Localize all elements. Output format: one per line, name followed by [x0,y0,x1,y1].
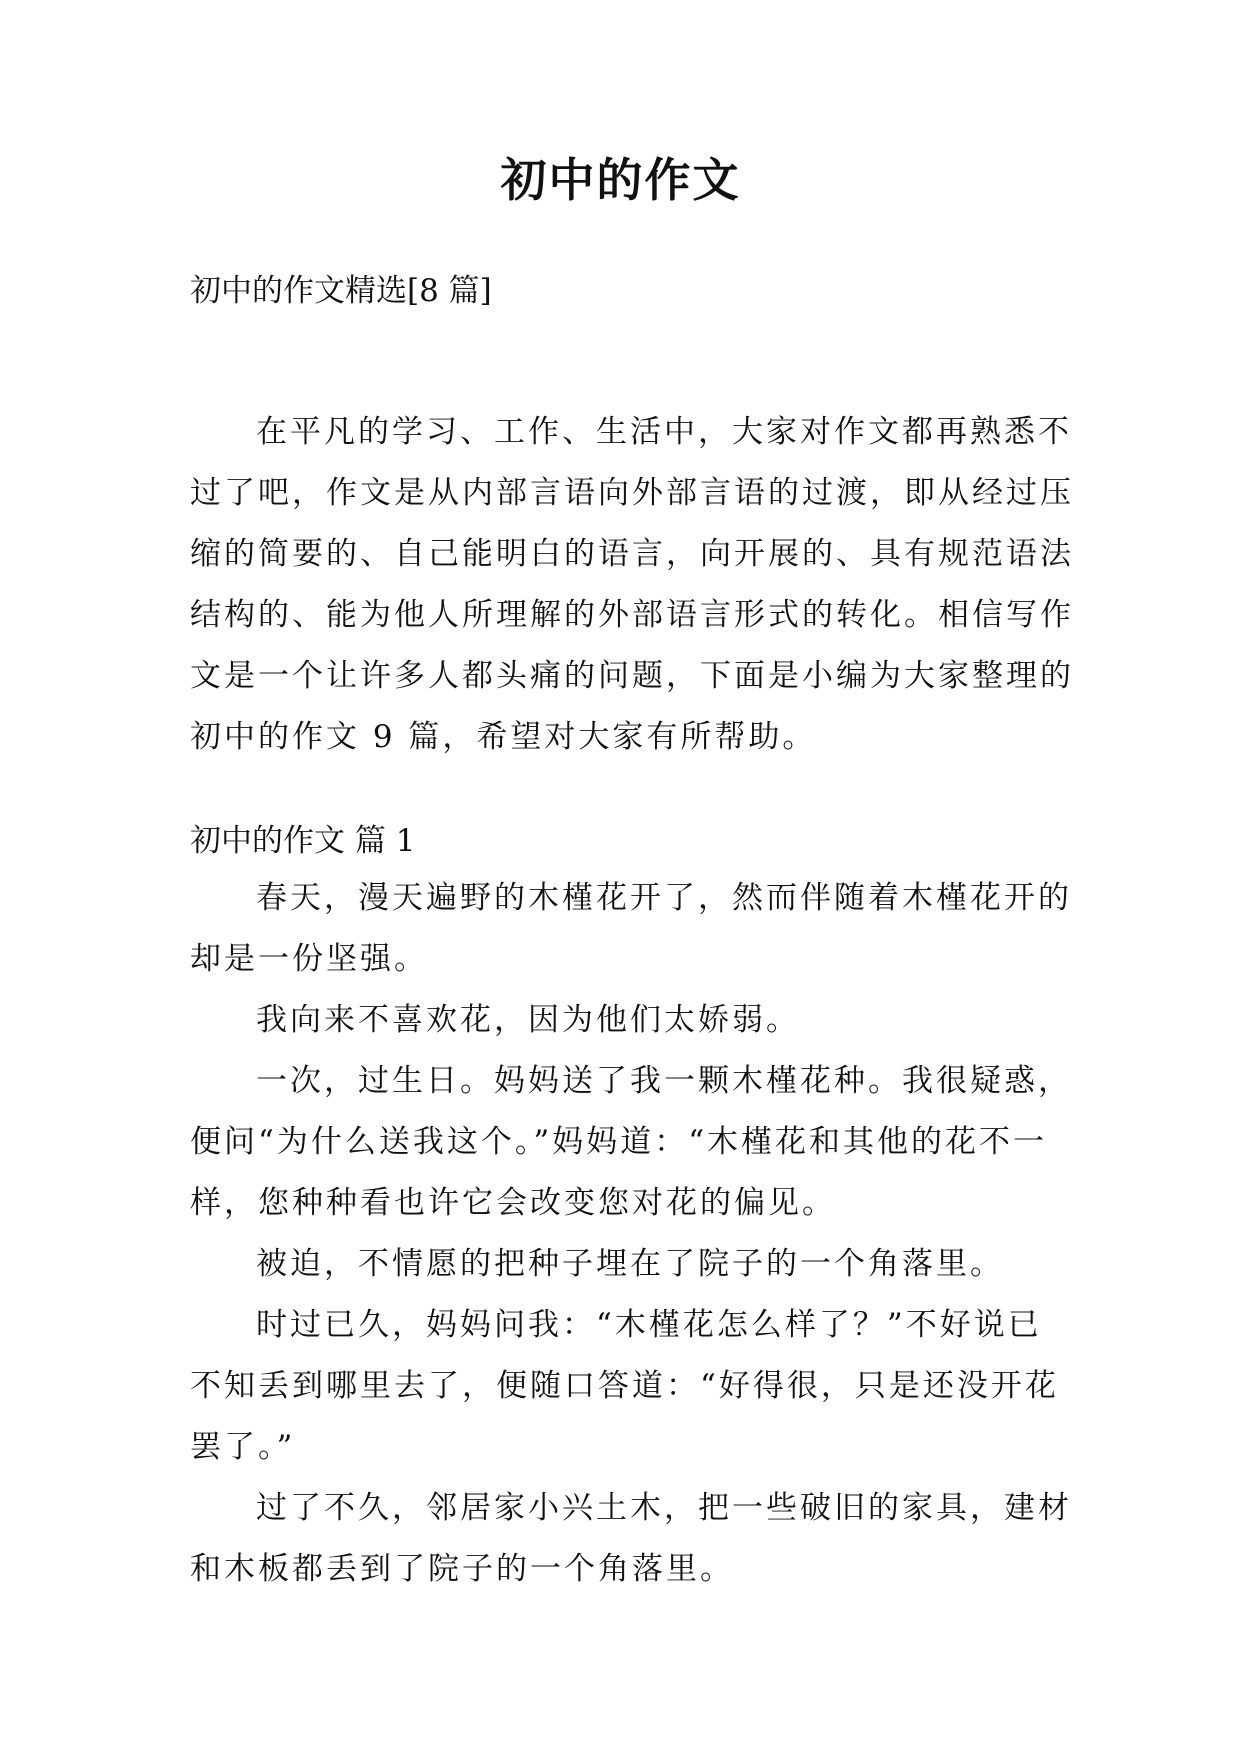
body-line: 我向来不喜欢花，因为他们太娇弱。 [256,1002,800,1038]
intro-line: 在平凡的学习、工作、生活中，大家对作文都再熟悉不 [256,414,1072,450]
document-subtitle: 初中的作文精选[8 篇] [190,273,492,309]
intro-paragraph [190,402,1074,768]
body-line: 一次，过生日。妈妈送了我一颗木槿花种。我很疑惑， [256,1063,1072,1099]
body-line: 却是一份坚强。 [190,941,428,977]
intro-line: 过了吧，作文是从内部言语向外部言语的过渡，即从经过压 [190,475,1074,511]
body-line: 和木板都丢到了院子的一个角落里。 [190,1551,734,1587]
body-line: 被迫，不情愿的把种子埋在了院子的一个角落里。 [256,1246,1004,1282]
body-line: 罢了。” [190,1429,296,1465]
intro-line: 缩的简要的、自己能明白的语言，向开展的、具有规范语法 [190,536,1074,572]
section-heading: 初中的作文 篇 1 [190,823,416,859]
essay-body [190,868,1072,1600]
body-line: 便问“为什么送我这个。”妈妈道：“木槿花和其他的花不一 [190,1124,1048,1160]
body-line: 春天，漫天遍野的木槿花开了，然而伴随着木槿花开的 [256,880,1072,916]
body-line: 不知丢到哪里去了，便随口答道：“好得很，只是还没开花 [190,1368,1059,1404]
body-line: 过了不久，邻居家小兴土木，把一些破旧的家具，建材 [256,1490,1072,1526]
document-title: 初中的作文 [500,153,741,207]
intro-line: 文是一个让许多人都头痛的问题，下面是小编为大家整理的 [190,658,1074,694]
intro-line: 结构的、能为他人所理解的外部语言形式的转化。相信写作 [190,597,1074,633]
body-line: 时过已久，妈妈问我：“木槿花怎么样了？”不好说已 [256,1307,1042,1343]
body-line: 样，您种种看也许它会改变您对花的偏见。 [190,1185,836,1221]
intro-line: 初中的作文 9 篇，希望对大家有所帮助。 [190,719,817,755]
